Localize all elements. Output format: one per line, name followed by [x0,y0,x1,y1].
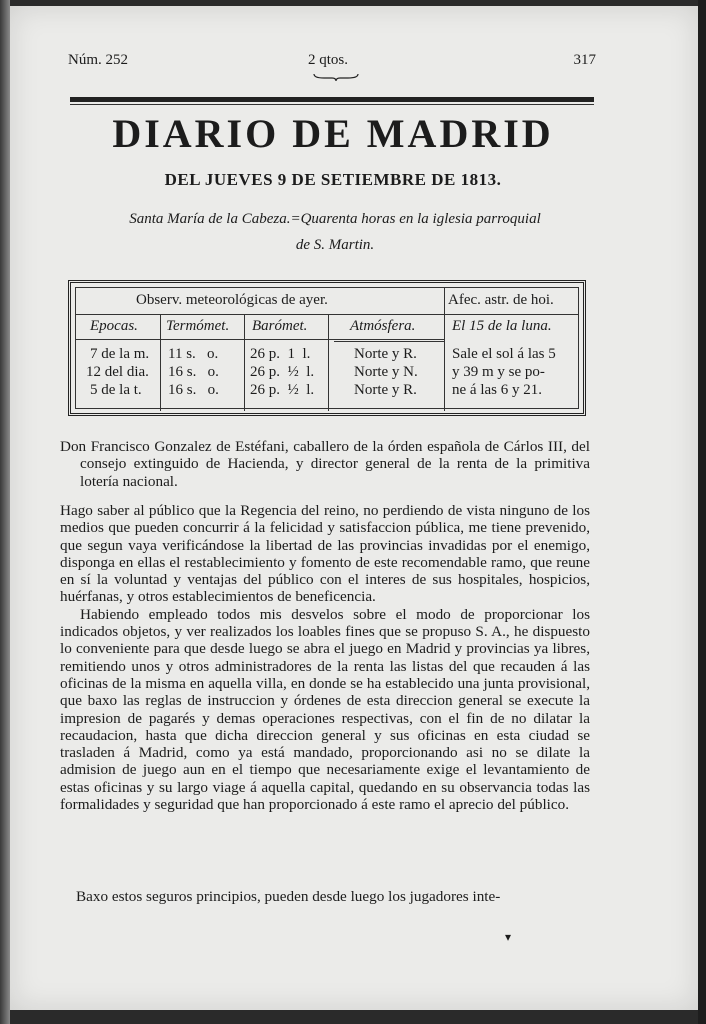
weather-table [68,280,586,416]
header-divider [76,314,578,315]
issue-price: 2 qtos. [308,52,349,68]
issue-number: Núm. 252 [68,52,128,68]
col-luna: El 15 de la luna. [452,318,552,334]
saints-line-2: de S. Martin. [295,237,375,253]
col-line-1 [160,315,161,411]
title-rule [70,97,594,102]
col-barometro: Barómet. [252,318,308,334]
page-number: 317 [573,52,596,68]
paragraph-3: Baxo estos seguros principios, pueden desde luego los jugadores inte- [76,888,501,905]
brace-ornament [312,72,360,82]
col-epocas: Epocas. [90,318,138,334]
paragraph-1: Hago saber al público que la Regencia del reino, no perdiendo de vista ninguno de los medios que pueden concurrir á la felicidad y satisfaccion pública, me tiene prevenido, que segun vaya verificándose la libertad de las provincias invadidas por el enemigo, disponga en ellas el restablecimiento y fomento de este recomendable ramo, que reune en sí la voluntad y ventajas del público con el interes de sus hospitales, hospicios, huérfanas, y otros establecimientos de beneficencia. [60,502,590,606]
weather-heading: Observ. meteorológicas de ayer. [136,292,328,308]
astro-line-3: ne á las 6 y 21. [452,382,542,398]
page-edge [698,0,706,1024]
astro-heading: Afec. astr. de hoi. [448,292,554,308]
col-atmosfera: Atmósfera. [350,318,416,334]
columns-divider-2 [334,341,444,342]
article-block [60,502,590,813]
row3-atmosfera: Norte y R. [354,382,417,398]
row1-termometro: 11 s. o. [168,346,219,362]
paragraph-2: Habiendo empleado todos mis desvelos sobre el modo de proporcionar los indicados objetos, y ver realizados los loables fines que se propuso S. A., he dispuesto lo conveniente para que desde luego se abra el juego en Madrid y provincias ya libres, remitiendo unos y otros administradores de la renta las listas del que recauden á las oficinas de la misma en aquella villa, en donde se ha establecido una junta provisional, que baxo las reglas de instruccion y órdenes de esta direccion general se execute la impresion de pagarés y demas operaciones respectivas, con el fin de no dilatar la recaudacion, hasta que dicha direccion general y sus oficinas en esta ciudad se trasladen á Madrid, como ya está mandado, proporcionando asi no se dilate la admision de juego aun en el tiempo que necesariamente exige el levantamiento de estas oficinas y su largo viage á aquella capital, quedando en su observancia todas las formalidades y seguridad que han proporcionado á este ramo el aprecio del público. [60,605,590,814]
title-rule-thin [70,104,594,105]
col-line-2 [244,315,245,411]
intro-block [60,438,590,490]
row3-barometro: 26 p. ½ l. [250,382,315,398]
columns-divider [76,339,444,340]
intro-paragraph: Don Francisco Gonzalez de Estéfani, caballero de la órden española de Cárlos III, del consejo extinguido de Hacienda, y director general de la renta de la primitiva lotería nacional. [60,438,590,490]
astro-line-1: Sale el sol á las 5 [452,346,556,362]
book-gutter [0,0,10,1024]
row2-barometro: 26 p. ½ l. [250,364,315,380]
continuation-block [60,888,590,905]
row2-epoca: 12 del dia. [86,364,149,380]
astro-line-2: y 39 m y se po- [452,364,545,380]
row1-atmosfera: Norte y R. [354,346,417,362]
col-termometro: Termómet. [166,318,230,334]
saints-of-day [80,206,590,258]
row1-epoca: 7 de la m. [90,346,150,362]
row3-termometro: 16 s. o. [168,382,219,398]
weather-table-inner [75,287,579,409]
row1-barometro: 26 p. 1 l. [250,346,311,362]
row2-atmosfera: Norte y N. [354,364,418,380]
printer-mark: ▾ [505,930,512,944]
issue-date: DEL JUEVES 9 DE SETIEMBRE DE 1813. [164,170,502,189]
saints-line-1: Santa María de la Cabeza.=Quarenta horas en la iglesia parroquial [129,211,541,227]
newspaper-title: DIARIO DE MADRID [112,111,554,156]
col-line-4 [444,288,445,411]
col-line-3 [328,315,329,411]
row2-termometro: 16 s. o. [168,364,219,380]
row3-epoca: 5 de la t. [90,382,142,398]
